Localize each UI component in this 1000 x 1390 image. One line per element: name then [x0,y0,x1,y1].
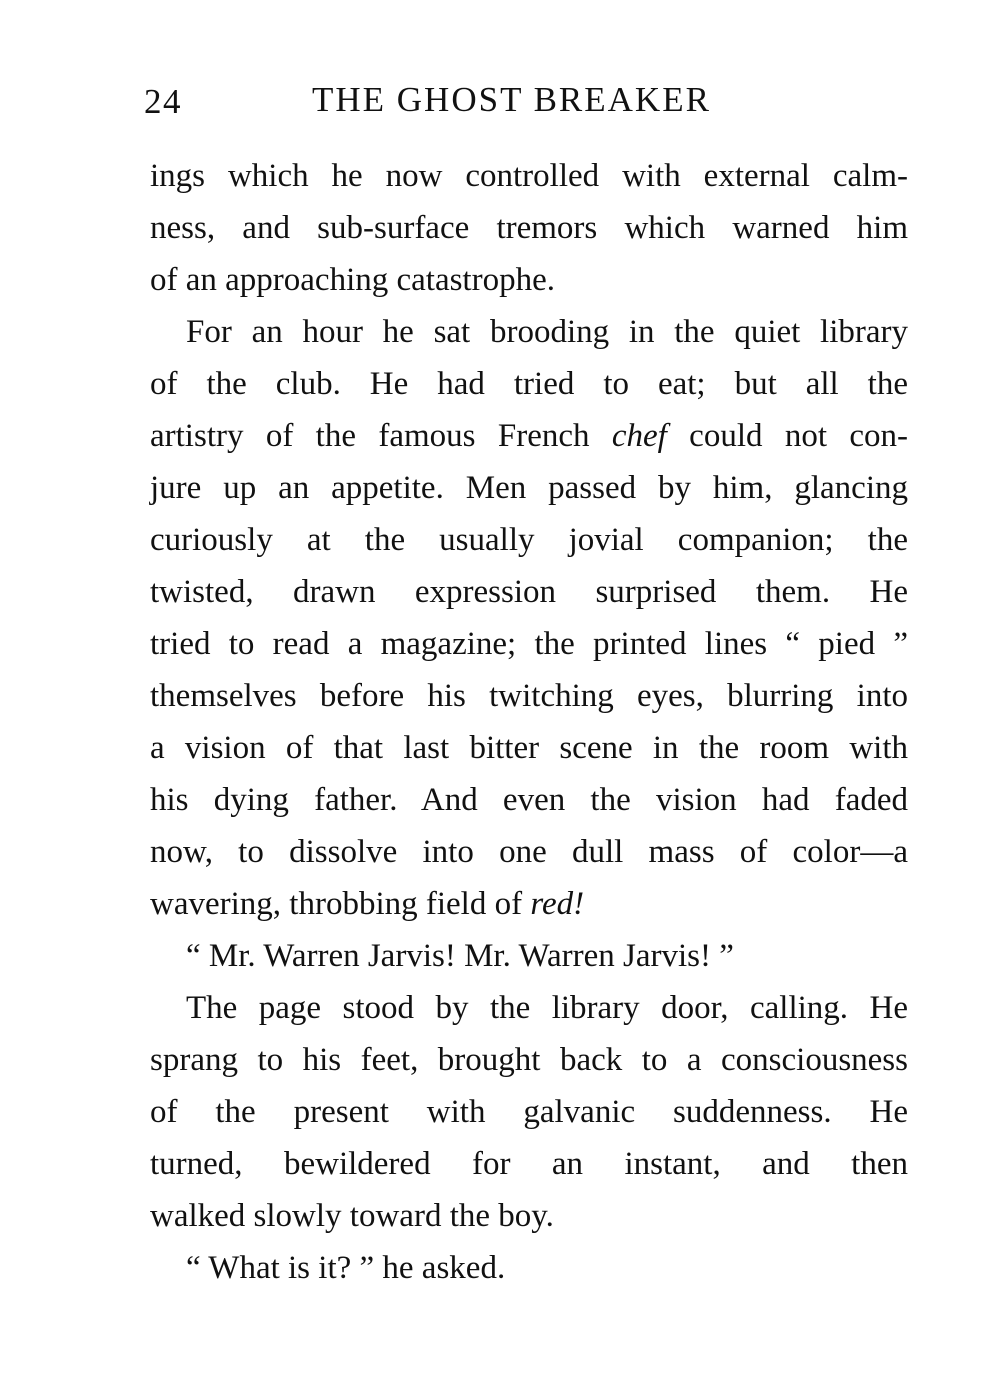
page-header [144,80,908,132]
text-line: themselves before his twitching eyes, blurring into [150,678,908,714]
text-line: of an approaching catastrophe. [150,262,555,298]
text-line: a vision of that last bitter scene in the room with [150,730,908,766]
text-line: “ Mr. Warren Jarvis! Mr. Warren Jarvis! ” [186,938,734,974]
text-line: ness, and sub-surface tremors which warned him [150,210,908,246]
italic-word: red! [530,886,585,922]
text-line: now, to dissolve into one dull mass of color—a [150,834,908,870]
text-line: curiously at the usually jovial companion; the [150,522,908,558]
text-line: jure up an appetite. Men passed by him, glancing [150,470,908,506]
text-segment: could not con- [666,418,908,454]
text-line: of the present with galvanic suddenness. He [150,1094,908,1130]
text-line [150,878,908,930]
text-line: walked slowly toward the boy. [150,1198,554,1234]
running-title: THE GHOST BREAKER [312,80,711,119]
text-line: twisted, drawn expression surprised them. He [150,574,908,610]
text-line: of the club. He had tried to eat; but all the [150,366,908,402]
text-segment: artistry of the famous French [150,418,612,454]
text-line: ings which he now controlled with external calm- [150,158,908,194]
page-number: 24 [144,82,182,121]
text-line: tried to read a magazine; the printed lines “ pied ” [150,626,908,662]
italic-word: chef [611,418,667,454]
text-line: turned, bewildered for an instant, and then [150,1146,908,1182]
text-line: sprang to his feet, brought back to a consciousness [150,1042,908,1078]
text-segment: wavering, throbbing field of [150,886,531,922]
text-line [150,410,908,462]
text-line: For an hour he sat brooding in the quiet library [186,314,908,350]
book-page [144,80,908,1294]
page-body [150,150,908,1294]
text-line: The page stood by the library door, calling. He [186,990,908,1026]
text-line: “ What is it? ” he asked. [186,1250,506,1286]
text-line: his dying father. And even the vision had faded [150,782,908,818]
